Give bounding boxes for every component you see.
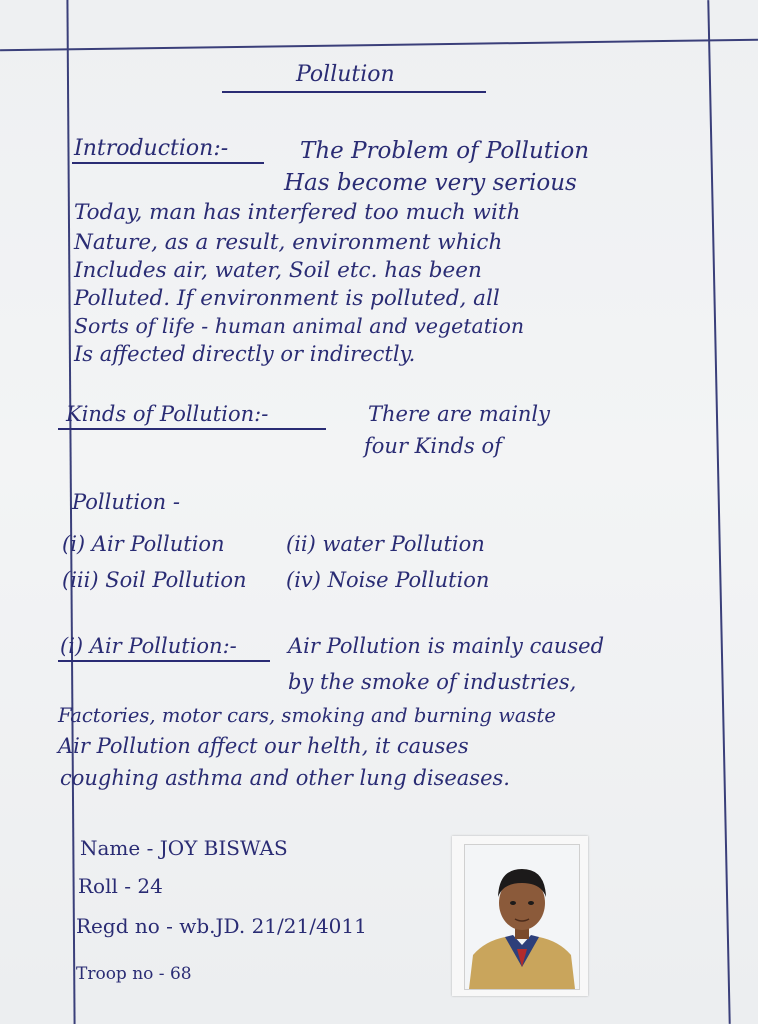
- kinds-item-3: (iii) Soil Pollution: [62, 568, 247, 592]
- introduction-line-1: The Problem of Pollution: [300, 138, 590, 164]
- introduction-line-8: Is affected directly or indirectly.: [74, 342, 416, 366]
- top-rule-line: [0, 39, 758, 51]
- introduction-line-3: Today, man has interfered too much with: [74, 200, 521, 225]
- right-margin-line: [707, 0, 730, 1024]
- introduction-heading: Introduction:-: [74, 136, 229, 161]
- kinds-heading-underline: [58, 428, 326, 430]
- air-pollution-line-1: Air Pollution is mainly caused: [288, 634, 605, 658]
- student-roll: Roll - 24: [78, 874, 163, 898]
- introduction-line-2: Has become very serious: [284, 170, 577, 196]
- kinds-item-4: (iv) Noise Pollution: [286, 568, 490, 592]
- introduction-heading-underline: [72, 162, 264, 164]
- kinds-item-1: (i) Air Pollution: [62, 532, 225, 556]
- air-pollution-line-2: by the smoke of industries,: [288, 670, 577, 694]
- kinds-line-3: Pollution -: [72, 490, 180, 514]
- student-troop-no: Troop no - 68: [76, 964, 192, 984]
- introduction-line-4: Nature, as a result, environment which: [74, 230, 503, 255]
- kinds-heading: Kinds of Pollution:-: [66, 402, 269, 426]
- title-underline: [222, 91, 486, 93]
- kinds-item-2: (ii) water Pollution: [286, 532, 485, 556]
- student-portrait-graphic: [465, 845, 579, 989]
- air-pollution-heading-underline: [58, 660, 270, 662]
- student-name: Name - JOY BISWAS: [80, 836, 288, 860]
- passport-photo-frame: [452, 836, 588, 996]
- page-title: Pollution: [296, 62, 395, 87]
- air-pollution-line-4: Air Pollution affect our helth, it causes: [58, 734, 469, 758]
- kinds-line-2: four Kinds of: [364, 434, 502, 458]
- introduction-line-5: Includes air, water, Soil etc. has been: [74, 258, 482, 283]
- air-pollution-heading: (i) Air Pollution:-: [60, 634, 237, 658]
- kinds-line-1: There are mainly: [368, 402, 551, 426]
- student-regd-no: Regd no - wb.JD. 21/21/4011: [76, 914, 367, 938]
- student-photo: [464, 844, 580, 990]
- air-pollution-line-3: Factories, motor cars, smoking and burning waste: [58, 704, 556, 727]
- introduction-line-7: Sorts of life - human animal and vegetation: [74, 314, 525, 338]
- introduction-line-6: Polluted. If environment is polluted, all: [74, 286, 500, 311]
- air-pollution-line-5: coughing asthma and other lung diseases.: [60, 766, 510, 790]
